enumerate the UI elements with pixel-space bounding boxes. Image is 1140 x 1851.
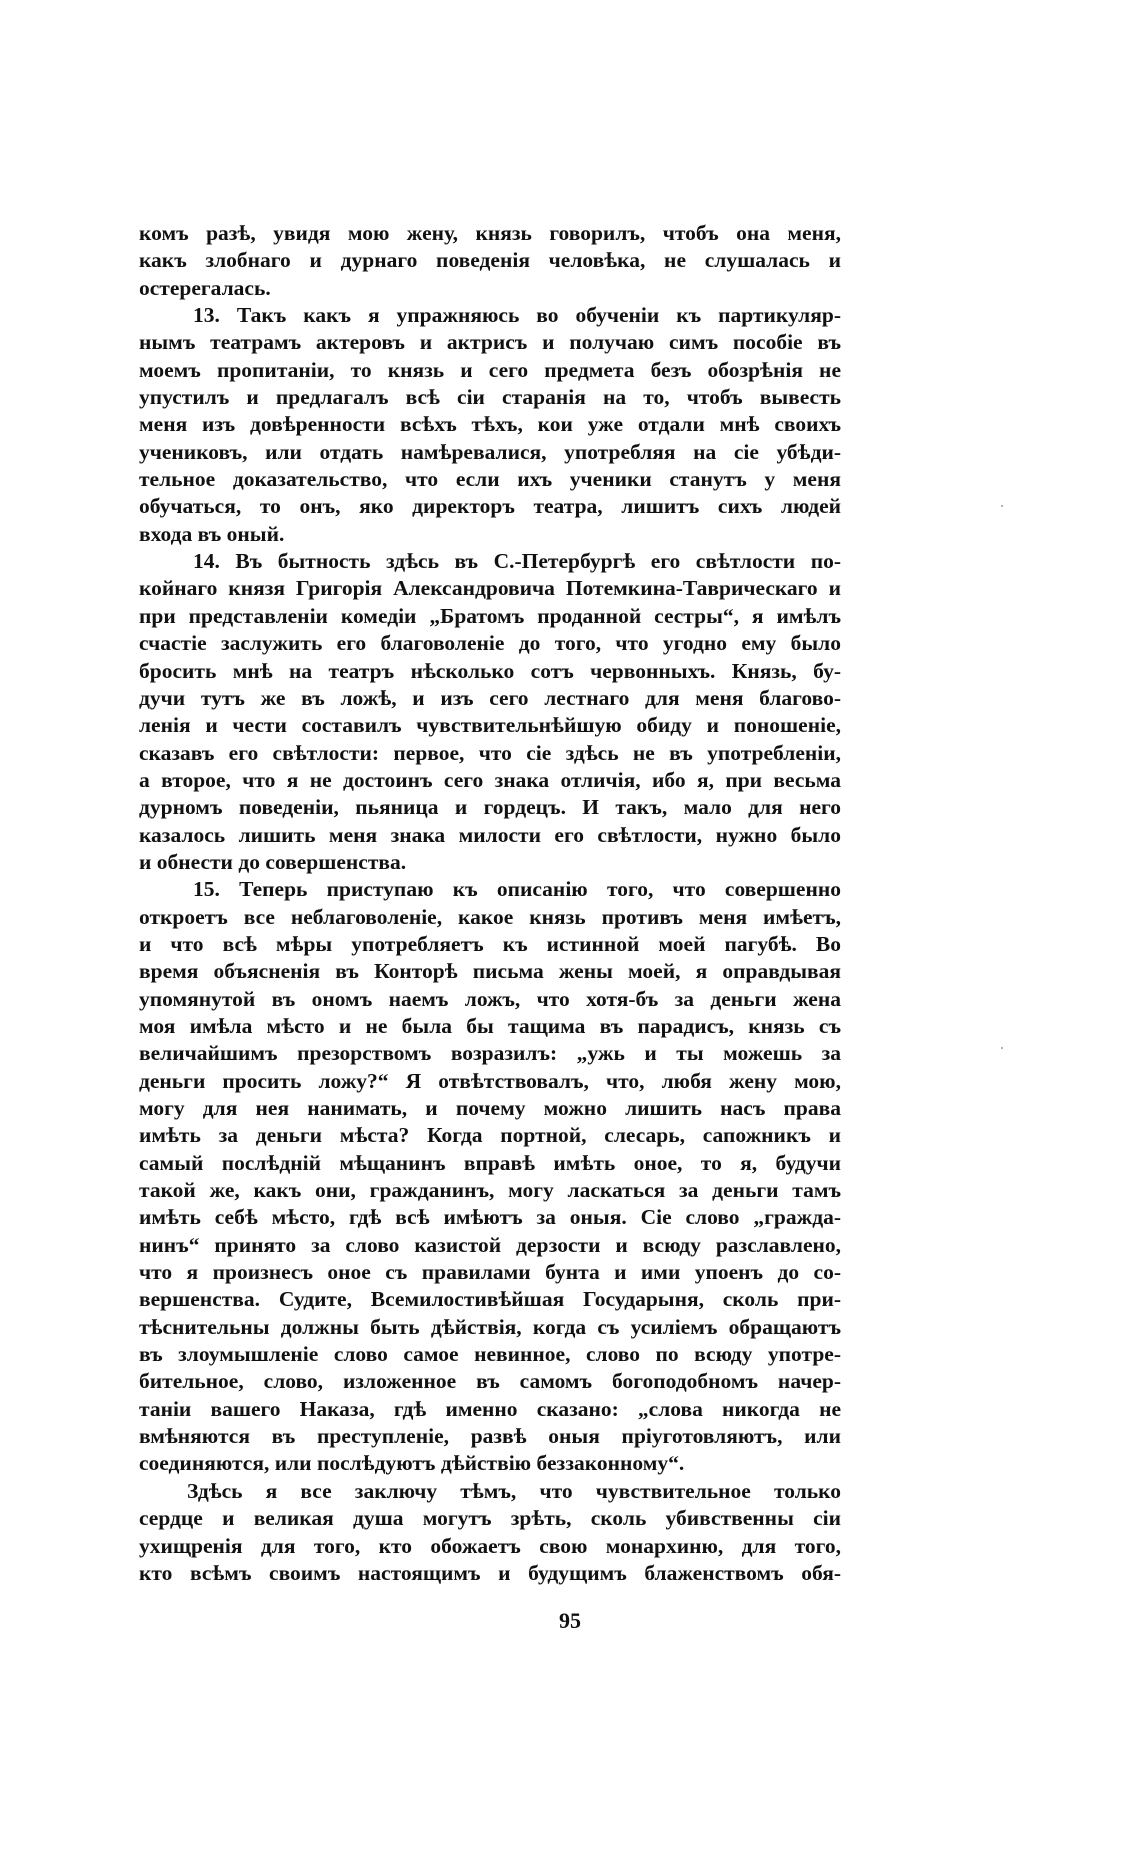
- text-line: величайшимъ презорствомъ возразилъ: „ужь и ты можешь за: [139, 1041, 841, 1066]
- text-line: самый послѣдній мѣщанинъ вправѣ имѣть оное, то я, будучи: [139, 1150, 841, 1175]
- text-line: комъ разѣ, увидя мою жену, князь говорилъ, чтобъ она меня,: [139, 221, 841, 245]
- text-line: при представленіи комедіи „Братомъ проданной сестры“, я имѣлъ: [139, 603, 841, 628]
- text-line: койнаго князя Григорія Александровича Потемкина-Таврическаго и: [139, 576, 841, 601]
- page-number: 95: [559, 1608, 581, 1633]
- text-line: такой же, какъ они, гражданинъ, могу ласкаться за деньги тамъ: [139, 1178, 841, 1203]
- text-line: вмѣняются въ преступленіе, развѣ оныя пріуготовляютъ, или: [139, 1424, 841, 1449]
- text-line: бросить мнѣ на театръ нѣсколько сотъ червонныхъ. Князь, бу-: [139, 658, 841, 683]
- text-line: таніи вашего Наказа, гдѣ именно сказано: „слова никогда не: [139, 1396, 841, 1421]
- text-line: могу для нея нанимать, и почему можно лишить насъ права: [139, 1096, 841, 1120]
- text-line: время объясненія въ Конторѣ письма жены моей, я оправдывая: [139, 959, 841, 984]
- text-line: моемъ пропитаніи, то князь и сего предмета безъ обозрѣнія не: [139, 357, 841, 382]
- paragraph-15-start: 15. Теперь приступаю къ описанію того, что совершенно: [193, 877, 841, 902]
- text-line: дурномъ поведеніи, пьяница и гордецъ. И такъ, мало для него: [139, 795, 841, 820]
- closing-paragraph-start: Здѣсь я все заключу тѣмъ, что чувствительное только: [187, 1478, 841, 1503]
- text-line: а второе, что я не достоинъ сего знака отличія, ибо я, при весьма: [139, 767, 841, 792]
- text-line: и обнести до совершенства.: [139, 849, 407, 874]
- text-line: что я произнесъ оное съ правилами бунта и ими упоенъ до со-: [139, 1260, 841, 1285]
- scan-speck: [1001, 1047, 1003, 1049]
- text-line: нымъ театрамъ актеровъ и актрисъ и получаю симъ пособіе въ: [139, 330, 841, 355]
- text-line: моя имѣла мѣсто и не была бы тащима въ парадисъ, князь съ: [139, 1013, 841, 1038]
- text-line: деньги просить ложу?“ Я отвѣтствовалъ, что, любя жену мою,: [139, 1068, 841, 1093]
- text-line: упомянутой въ ономъ наемъ ложъ, что хотя-бъ за деньги жена: [139, 986, 841, 1011]
- text-line: обучаться, то онъ, яко директоръ театра, лишитъ сихъ людей: [139, 494, 841, 519]
- text-line: входа въ оный.: [139, 521, 285, 546]
- text-line: соединяются, или послѣдуютъ дѣйствію беззаконному“.: [139, 1451, 685, 1476]
- text-line: тѣснительны должны быть дѣйствія, когда съ усиліемъ обращаютъ: [139, 1314, 841, 1339]
- text-line: имѣть себѣ мѣсто, гдѣ всѣ имѣютъ за оныя. Сіе слово „гражда-: [139, 1205, 841, 1230]
- text-line: вершенства. Судите, Всемилостивѣйшая Государыня, сколь при-: [139, 1287, 841, 1312]
- text-line: сказавъ его свѣтлости: первое, что сіе здѣсь не въ употребленіи,: [139, 740, 841, 765]
- paragraph-14-start: 14. Въ бытность здѣсь въ С.-Петербургѣ его свѣтлости по-: [193, 549, 841, 574]
- text-line: учениковъ, или отдать намѣревалися, употребляя на сіе убѣди-: [139, 439, 841, 464]
- text-line: ухищренія для того, кто обожаетъ свою монархиню, для того,: [139, 1533, 841, 1558]
- text-line: остерегалась.: [139, 275, 271, 300]
- text-line: откроетъ все неблаговоленіе, какое князь противъ меня имѣетъ,: [139, 904, 841, 929]
- text-line: кто всѣмъ своимъ настоящимъ и будущимъ блаженствомъ обя-: [139, 1560, 841, 1585]
- text-line: бительное, слово, изложенное въ самомъ богоподобномъ начер-: [139, 1369, 841, 1394]
- text-line: упустилъ и предлагалъ всѣ сіи старанія на то, чтобъ вывесть: [139, 385, 841, 410]
- text-line: казалось лишить меня знака милости его свѣтлости, нужно было: [139, 822, 841, 847]
- text-line: какъ злобнаго и дурнаго поведенія человѣка, не слушалась и: [139, 248, 841, 273]
- paragraph-13-start: 13. Такъ какъ я упражняюсь во обученіи къ партикуляр-: [193, 303, 841, 328]
- text-line: ленія и чести составилъ чувствительнѣйшую обиду и поношеніе,: [139, 713, 841, 738]
- text-line: счастіе заслужить его благоволеніе до того, что угодно ему было: [139, 631, 841, 656]
- text-line: и что всѣ мѣры употребляетъ къ истинной моей пагубѣ. Во: [139, 931, 841, 956]
- text-line: меня изъ довѣренности всѣхъ тѣхъ, кои уже отдали мнѣ своихъ: [139, 412, 841, 437]
- text-line: тельное доказательство, что если ихъ ученики станутъ у меня: [139, 467, 841, 492]
- text-line: въ злоумышленіе слово самое невинное, слово по всюду употре-: [139, 1342, 841, 1367]
- text-line: нинъ“ принято за слово казистой дерзости и всюду разславлено,: [139, 1232, 841, 1257]
- body-text: [139, 220, 841, 1587]
- text-line: дучи тутъ же въ ложѣ, и изъ сего лестнаго для меня благово-: [139, 685, 841, 710]
- scan-speck: [1001, 505, 1003, 507]
- text-line: сердце и великая душа могутъ зрѣть, сколь убивственны сіи: [139, 1506, 841, 1531]
- text-line: имѣть за деньги мѣста? Когда портной, слесарь, сапожникъ и: [139, 1123, 841, 1148]
